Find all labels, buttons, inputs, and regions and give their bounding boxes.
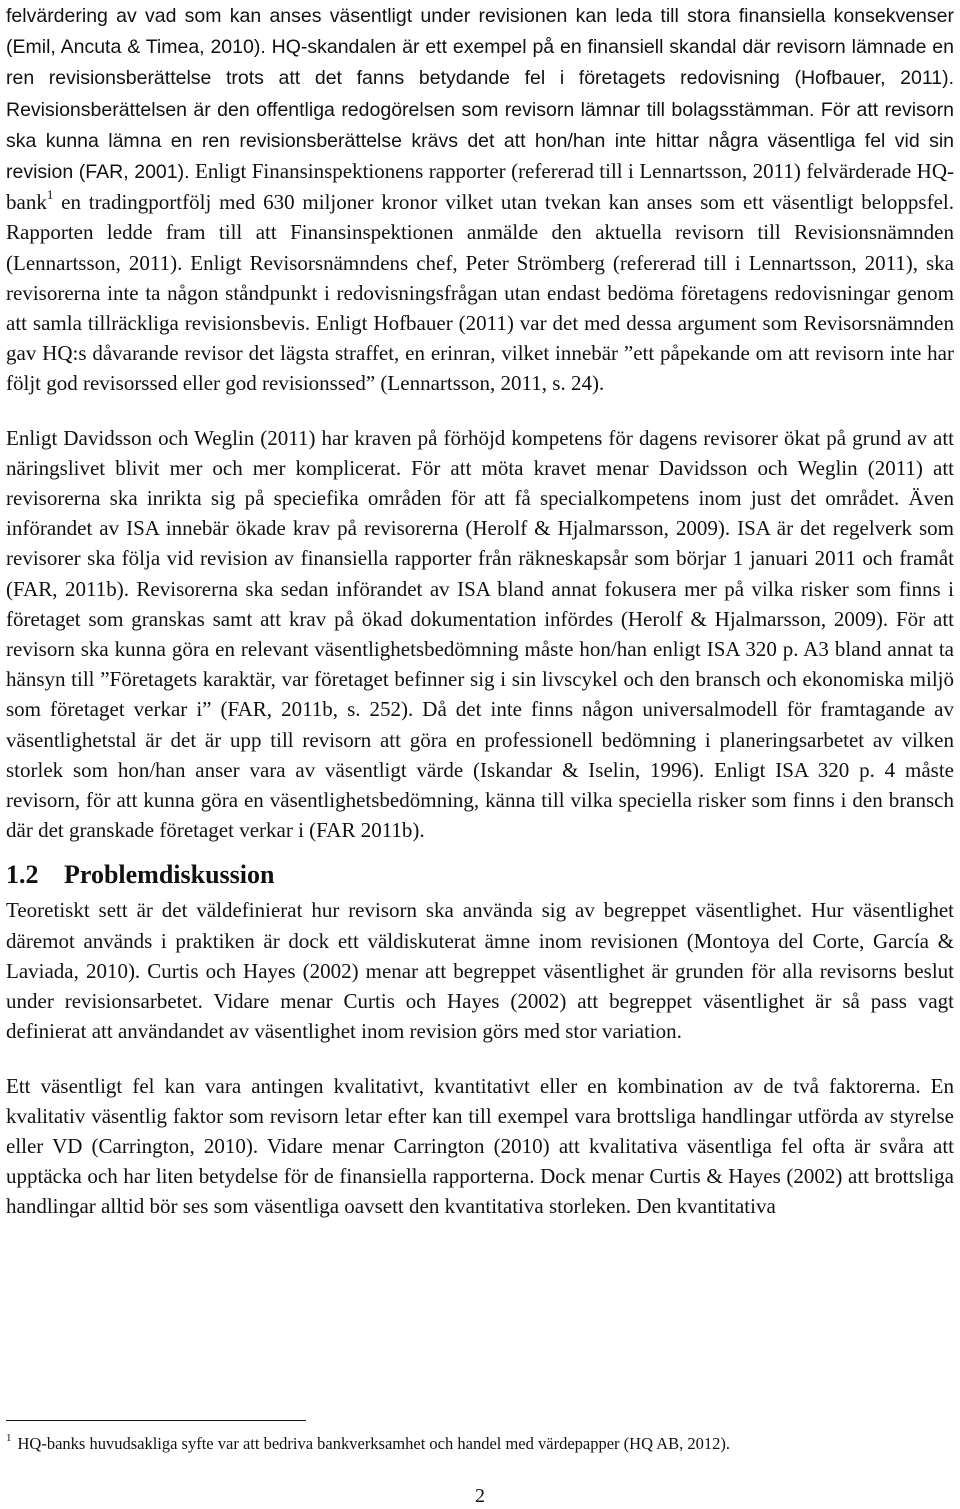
footnote-text: HQ-banks huvudsakliga syfte var att bedriva bankverksamhet och handel med värdepapper (HQ AB, 2012). [17,1434,730,1453]
paragraph-1-part-a: felvärdering av vad som kan anses väsentligt under revisionen kan leda till stora finansiella konsekvenser (Emil, Ancuta & Timea, 2010). HQ-skandalen är ett exempel på en finansiell skandal där revisorn lämnade en ren revisionsberättelse trots att det fanns betydande fel i företagets redovisning (Hofbauer, 2011). Revisionsberättelsen är den offentliga redogörelsen som revisorn lämnar till bolagsstämman. För att revisorn ska kunna lämna en ren revisionsberättelse krävs det att hon/han inte hittar några väsentliga fel vid sin revision (FAR, 2001). [6,5,954,184]
body-paragraph-4: Ett väsentligt fel kan vara antingen kvalitativt, kvantitativt eller en kombination av de två faktorerna. En kvalitativ väsentlig faktor som revisorn letar efter kan till exempel vara brottsliga handlingar utförda av styrelse eller VD (Carrington, 2010). Vidare menar Carrington (2010) att kvalitativa väsentliga fel ofta är svåra att upptäcka och har liten betydelse för de finansiella rapporterna. Dock menar Curtis & Hayes (2002) att brottsliga handlingar alltid bör ses som väsentliga oavsett den kvantitativa storleken. Den kvantitativa [6,1073,954,1219]
section-heading [6,855,954,895]
section-title: Problemdiskussion [64,860,275,890]
footnote-divider [6,1420,306,1421]
body-paragraph-3: Teoretiskt sett är det väldefinierat hur revisorn ska använda sig av begreppet väsentlighet. Hur väsentlighet däremot används i praktiken är dock ett väldiskuterat ämne inom revisionen (Montoya del Corte, García & Laviada, 2010). Curtis och Hayes (2002) menar att begreppet väsentlighet är grunden för alla revisorns beslut under revisionsarbetet. Vidare menar Curtis och Hayes (2002) att begreppet väsentlighet är så pass vagt definierat att användandet av väsentlighet inom revision görs med stor variation. [6,898,954,1044]
paragraph-1-part-b: Enligt Finansinspektionens rapporter (refererad till i Lennartsson, 2011) felvärderade HQ-bank [6,159,955,215]
paragraph-gap [6,399,954,423]
footnote-marker: 1 [6,1431,12,1444]
paragraph-gap [6,1047,954,1071]
footnote [6,1432,954,1456]
body-paragraph-2: Enligt Davidsson och Weglin (2011) har kraven på förhöjd kompetens för dagens revisorer ökat på grund av att näringslivet blivit mer och mer komplicerat. För att möta kravet menar Davidsson och Weglin (2011) att revisorerna ska inrikta sig på speciefika områden för att få specialkompetens inom just det området. Även införandet av ISA innebär ökade krav på revisorerna (Herolf & Hjalmarsson, 2009). ISA är det regelverk som revisorer ska följa vid revision av finansiella rapporter från räkneskapsår som börjar 1 januari 2011 och framåt (FAR, 2011b). Revisorerna ska sedan införandet av ISA bland annat fokusera mer på vilka risker som finns i företaget som granskas samt att krav på ökad dokumentation infördes (Herolf & Hjalmarsson, 2009). För att revisorn ska kunna göra en relevant väsentlighetsbedömning måste hon/han enligt ISA 320 p. A3 bland annat ta hänsyn till ”Företagets karaktär, var företaget befinner sig i sin livscykel och den bransch och ekonomiska miljö som företaget verkar i” (FAR, 2011b, s. 252). Då det inte finns någon universalmodell för framtagande av väsentlighetstal är det är upp till revisorn att göra en professionell bedömning i planeringsarbetet av vilken storlek som hon/han anser vara av väsentligt värde (Iskandar & Iselin, 1996). Enligt ISA 320 p. 4 måste revisorn, för att kunna göra en väsentlighetsbedömning, känna till vilka speciella risker som finns i den bransch där det granskade företaget verkar i (FAR 2011b). [6,425,954,843]
paragraph-1-part-c: en tradingportfölj med 630 miljoner kronor vilket utan tvekan kan anses som ett väsentligt beloppsfel. Rapporten ledde fram till att Finansinspektionen anmälde den aktuella revisorn till Revisionsnämnden (Lennartsson, 2011). Enligt Revisorsnämndens chef, Peter Strömberg (refererad till i Lennartsson, 2011), ska revisorerna inte ta någon ståndpunkt i redovisningsfrågan utan endast bedöma företagens redovisningar genom att samla tillräckliga revisionsbevis. Enligt Hofbauer (2011) var det med dessa argument som Revisorsnämnden gav HQ:s dåvarande revisor det lägsta straffet, en erinran, vilket innebär ”ett påpekande om att revisorn inte har följt god revisorssed eller god revisionssed” (Lennartsson, 2011, s. 24). [6,190,954,396]
footnote-reference: 1 [46,187,54,203]
section-number: 1.2 [6,860,39,890]
page-number: 2 [475,1485,485,1507]
body-paragraph-1 [6,0,954,399]
